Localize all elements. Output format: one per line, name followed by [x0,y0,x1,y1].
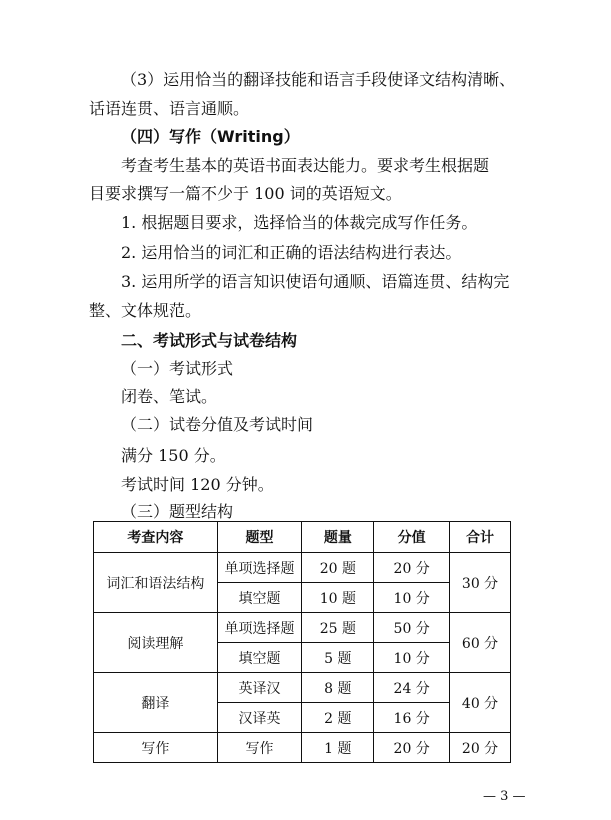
question-count-cell: 8 题 [302,673,374,703]
section-heading: （四）写作（Writing） [121,127,300,146]
question-type-cell: 写作 [217,733,302,763]
table-row [94,613,511,643]
table-row [94,673,511,703]
score-cell: 10 分 [374,583,450,613]
subsection-heading: （一）考试形式 [121,359,234,378]
table-header-cell: 分值 [374,522,450,553]
subsection-heading: （三）题型结构 [121,502,234,521]
content-cell: 写作 [94,733,218,763]
paragraph-line: 1. 根据题目要求，选择恰当的体裁完成写作任务。 [121,213,478,232]
paragraph-line: 闭卷、笔试。 [121,387,218,406]
subsection-heading: （二）试卷分值及考试时间 [121,415,314,434]
paragraph-line: 2. 运用恰当的词汇和正确的语法结构进行表达。 [121,243,462,262]
question-type-cell: 单项选择题 [217,613,302,643]
score-cell: 16 分 [374,703,450,733]
exam-structure-table [93,521,511,763]
score-cell: 24 分 [374,673,450,703]
question-type-cell: 填空题 [217,583,302,613]
paragraph-line: 整、文体规范。 [89,301,202,320]
total-cell: 40 分 [450,673,511,733]
table-header-cell: 合计 [450,522,511,553]
chapter-heading: 二、考试形式与试卷结构 [121,331,298,350]
table-header-cell: 题型 [217,522,302,553]
question-type-cell: 单项选择题 [217,553,302,583]
paragraph-line: 目要求撰写一篇不少于 100 词的英语短文。 [89,184,402,203]
table-header-cell: 题量 [302,522,374,553]
score-cell: 50 分 [374,613,450,643]
question-count-cell: 20 题 [302,553,374,583]
page-number: — 3 — [483,789,526,804]
table-row [94,733,511,763]
paragraph-line: （3）运用恰当的翻译技能和语言手段使译文结构清晰、 [121,70,516,89]
question-count-cell: 1 题 [302,733,374,763]
total-cell: 30 分 [450,553,511,613]
total-cell: 60 分 [450,613,511,673]
paragraph-line: 满分 150 分。 [121,446,226,465]
total-cell: 20 分 [450,733,511,763]
question-type-cell: 汉译英 [217,703,302,733]
table-row [94,553,511,583]
question-type-cell: 填空题 [217,643,302,673]
score-cell: 20 分 [374,733,450,763]
table-header-row [94,522,511,553]
score-cell: 10 分 [374,643,450,673]
paragraph-line: 考查考生基本的英语书面表达能力。要求考生根据题 [121,156,490,175]
paragraph-line: 考试时间 120 分钟。 [121,475,274,494]
question-type-cell: 英译汉 [217,673,302,703]
content-cell: 翻译 [94,673,218,733]
question-count-cell: 25 题 [302,613,374,643]
question-count-cell: 5 题 [302,643,374,673]
score-cell: 20 分 [374,553,450,583]
paragraph-line: 话语连贯、语言通顺。 [89,99,250,118]
content-cell: 阅读理解 [94,613,218,673]
question-count-cell: 10 题 [302,583,374,613]
question-count-cell: 2 题 [302,703,374,733]
paragraph-line: 3. 运用所学的语言知识使语句通顺、语篇连贯、结构完 [121,272,510,291]
table-header-cell: 考查内容 [94,522,218,553]
content-cell: 词汇和语法结构 [94,553,218,613]
